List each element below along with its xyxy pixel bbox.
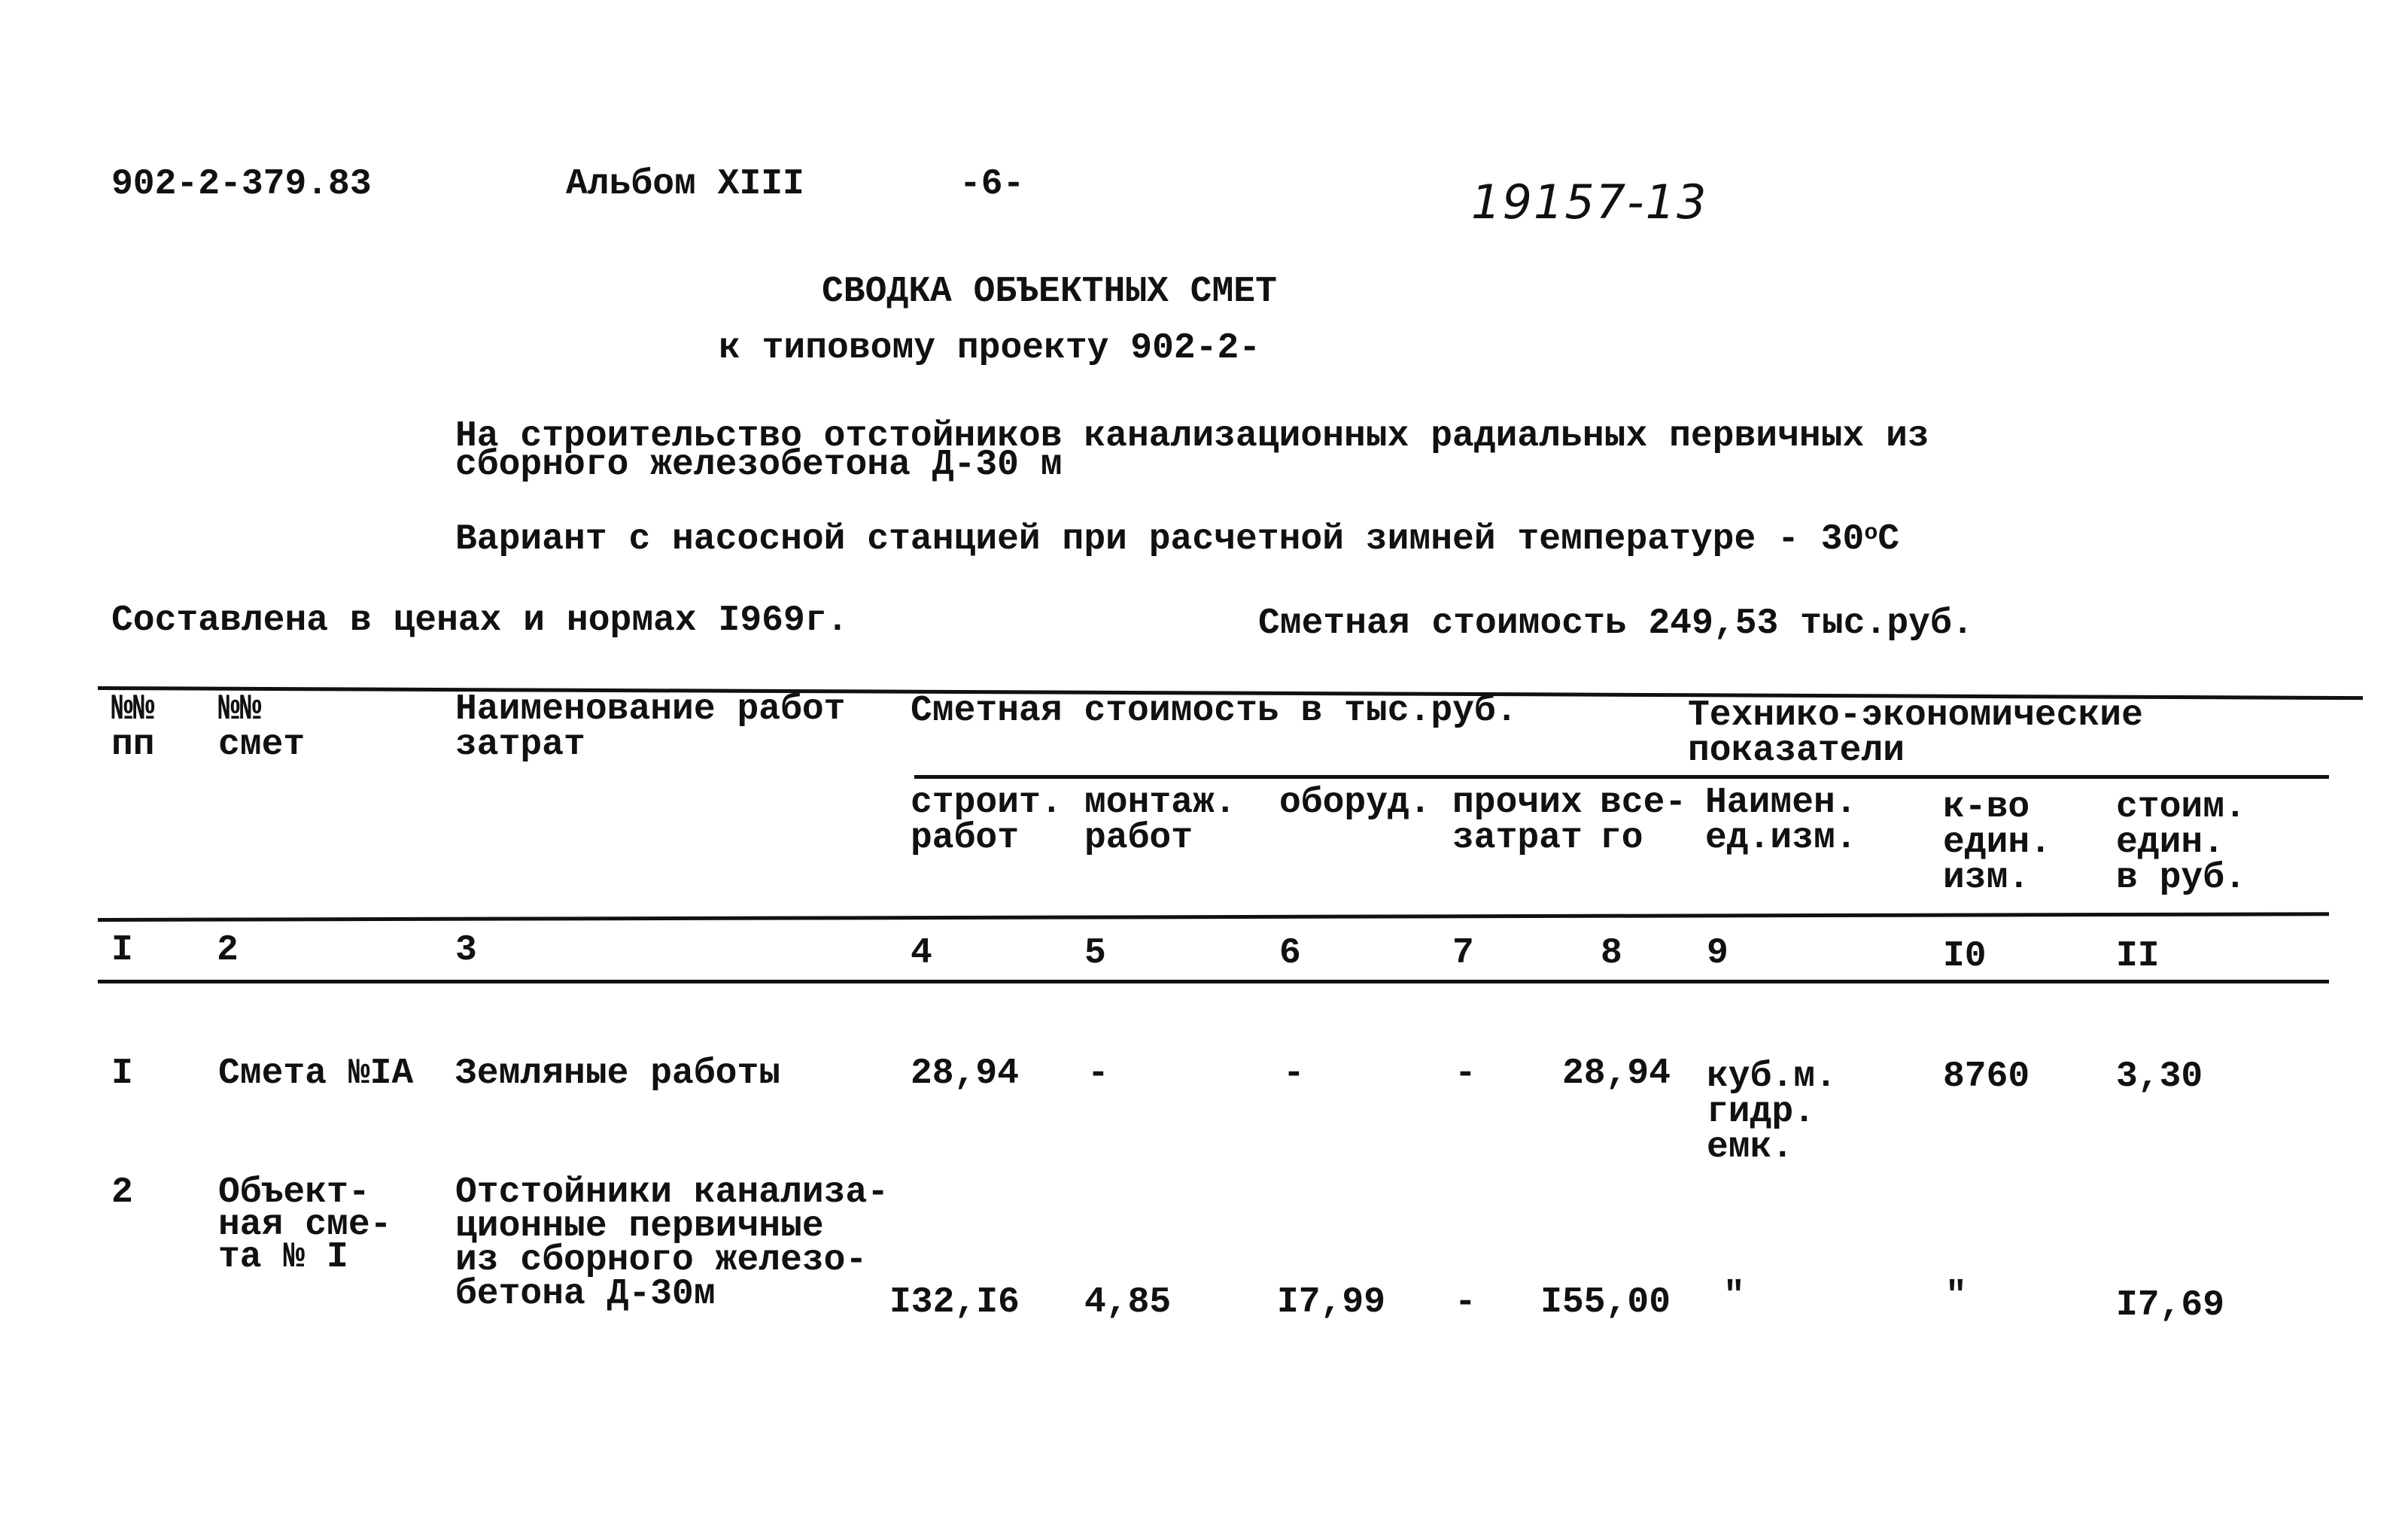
column-number: II (2116, 936, 2160, 977)
other-cost: - (1455, 1053, 1476, 1094)
row-number: 2 (111, 1172, 133, 1213)
header-col8 (1600, 783, 1687, 859)
header-text: ед.изм. (1705, 818, 1857, 859)
header-text: затрат (1452, 818, 1583, 859)
header-tech-group (1688, 695, 2143, 771)
variant-unit: C (1877, 519, 1900, 560)
header-text: работ (1084, 818, 1193, 859)
document-code: 902-2-379.83 (111, 164, 372, 205)
header-text: все- (1600, 783, 1687, 823)
column-number: 6 (1279, 933, 1301, 974)
header-text: прочих (1452, 783, 1583, 823)
estimate-ref (218, 1172, 392, 1278)
album-label: Альбом XIII (566, 164, 804, 205)
estimate-ref: Смета №IA (218, 1053, 414, 1094)
header-col4 (911, 783, 1063, 859)
column-number: I (111, 930, 133, 971)
header-col5 (1084, 783, 1236, 859)
other-cost: - (1455, 1282, 1476, 1323)
compiled-prices-note: Составлена в ценах и нормах I969г. (111, 600, 849, 641)
installation-cost: 4,85 (1084, 1282, 1172, 1323)
name-line: Отстойники канализа- (455, 1172, 889, 1213)
unit-quantity: " (1945, 1276, 1967, 1317)
name-line: бетона Д-30м (455, 1274, 716, 1315)
variant-text: Вариант с насосной станцией при расчетной зимней температуре - 30 (455, 519, 1865, 560)
installation-cost: - (1087, 1053, 1109, 1094)
work-name (455, 1172, 889, 1315)
total-cost: 28,94 (1561, 1053, 1671, 1094)
header-cost-group: Сметная стоимость в тыс.руб. (911, 691, 1518, 731)
column-number: 5 (1084, 933, 1106, 974)
header-col2 (218, 689, 306, 765)
row-number: I (111, 1053, 133, 1094)
cost-subheader-rule (914, 775, 2329, 779)
header-text: показатели (1688, 731, 1905, 771)
header-text: Технико-экономические (1688, 695, 2143, 736)
column-number: 8 (1601, 933, 1622, 974)
description-line-2: сборного железобетона Д-30 м (455, 445, 1063, 485)
construction-cost: 28,94 (911, 1053, 1020, 1094)
unit-cost: I7,69 (2116, 1285, 2225, 1326)
header-col7 (1452, 783, 1583, 859)
header-text: оборуд. (1279, 783, 1431, 823)
header-text: строит. (911, 783, 1063, 823)
unit-quantity: 8760 (1943, 1056, 2030, 1097)
header-text: №№ (218, 689, 262, 730)
handwritten-number: 19157-13 (1471, 175, 1708, 230)
unit-line: гидр. (1707, 1092, 1816, 1132)
header-text: Наименование работ (455, 689, 846, 730)
header-text: един. (1943, 822, 2052, 863)
name-line: ционные первичные (455, 1206, 824, 1247)
header-col11 (2116, 787, 2246, 898)
estimated-cost-note: Сметная стоимость 249,53 тыс.руб. (1258, 603, 1974, 644)
header-col10 (1943, 787, 2052, 898)
document-title: СВОДКА ОБЪЕКТНЫХ СМЕТ (822, 272, 1277, 312)
estimate-line: та № I (218, 1237, 348, 1278)
column-number: 2 (217, 930, 239, 971)
header-col3 (455, 689, 846, 765)
description-line-1: На строительство отстойников канализационных радиальных первичных из (455, 416, 1929, 457)
header-text: в руб. (2116, 858, 2246, 898)
header-text: пп (111, 725, 155, 765)
header-bottom-rule (98, 912, 2329, 922)
unit-name (1707, 1056, 1837, 1168)
equipment-cost: - (1283, 1053, 1305, 1094)
header-col9 (1705, 783, 1857, 859)
header-text: един. (2116, 822, 2225, 863)
equipment-cost: I7,99 (1277, 1282, 1386, 1323)
work-name: Земляные работы (455, 1053, 781, 1094)
header-text: Наимен. (1705, 783, 1857, 823)
header-text: работ (911, 818, 1020, 859)
variant-line (455, 519, 1900, 560)
header-text: смет (218, 725, 306, 765)
construction-cost: I32,I6 (889, 1282, 1020, 1323)
header-text: изм. (1943, 858, 2030, 898)
document-subtitle: к типовому проекту 902-2- (719, 328, 1261, 369)
page-number: -6- (959, 164, 1025, 205)
estimate-line: Объект- (218, 1172, 370, 1213)
column-number: I0 (1943, 936, 1987, 977)
header-text: №№ (111, 689, 155, 730)
unit-line: емк. (1707, 1127, 1794, 1168)
header-text: к-во (1943, 787, 2030, 828)
header-text: монтаж. (1084, 783, 1236, 823)
header-col6 (1279, 783, 1431, 823)
header-col1 (111, 689, 155, 765)
degree-sign: o (1864, 521, 1878, 546)
column-number: 9 (1707, 933, 1728, 974)
column-number: 7 (1452, 933, 1474, 974)
unit-cost: 3,30 (2116, 1056, 2203, 1097)
estimate-line: ная сме- (218, 1205, 392, 1245)
header-text: стоим. (2116, 787, 2246, 828)
name-line: из сборного железо- (455, 1240, 868, 1281)
total-cost: I55,00 (1540, 1282, 1671, 1323)
unit-name: " (1723, 1276, 1745, 1317)
unit-line: куб.м. (1707, 1056, 1837, 1097)
header-text: затрат (455, 725, 585, 765)
column-number: 3 (455, 930, 477, 971)
column-number: 4 (911, 933, 932, 974)
header-text: го (1600, 818, 1643, 859)
column-numbers-rule (98, 980, 2329, 983)
